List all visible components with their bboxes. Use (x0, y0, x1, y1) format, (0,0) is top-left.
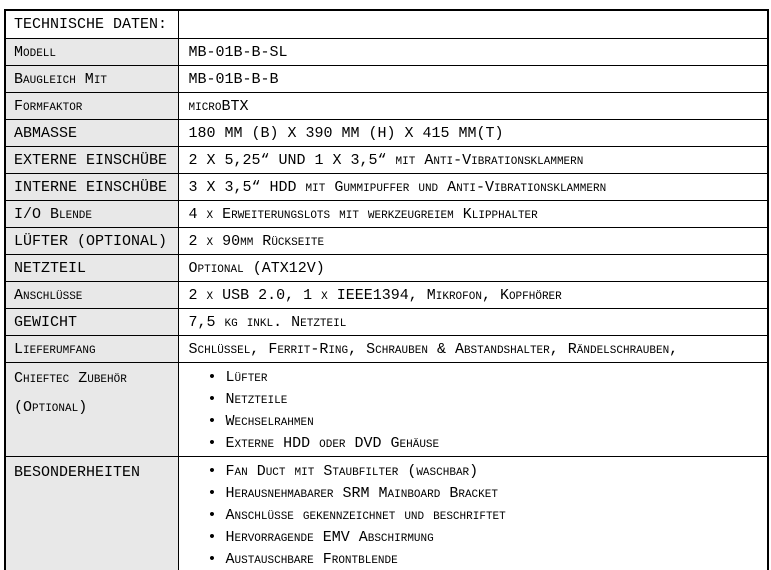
bullet-list (189, 457, 764, 570)
bullet-icon: • (207, 551, 217, 568)
row-label: I/O Blende (5, 201, 178, 228)
bullet-text: Hervorragende EMV Abschirmung (225, 529, 434, 546)
row-label-line1: BESONDERHEITEN (14, 464, 141, 481)
row-label-line1: Chieftec Zubehör (14, 370, 127, 387)
table-row-io-blende (5, 201, 768, 228)
list-item (208, 389, 764, 411)
row-value: 2 x USB 2.0, 1 x IEEE1394, Mikrofon, Kopfhörer (178, 282, 768, 309)
row-value: microBTX (178, 93, 768, 120)
row-label: Baugleich Mit (5, 66, 178, 93)
row-value (178, 457, 768, 570)
row-label: Anschlüsse (5, 282, 178, 309)
list-item (208, 367, 764, 389)
table-header-row (5, 10, 768, 39)
row-value: Schlüssel, Ferrit-Ring, Schrauben & Abstandshalter, Rändelschrauben, (178, 336, 768, 363)
row-label: ABMASSE (5, 120, 178, 147)
table-row-abmasse (5, 120, 768, 147)
list-item (208, 505, 764, 527)
bullet-text: Fan Duct mit Staubfilter (waschbar) (225, 463, 479, 480)
table-row-netzteil (5, 255, 768, 282)
table-row-lieferumfang (5, 336, 768, 363)
bullet-text: Wechselrahmen (225, 413, 314, 430)
bullet-text: Anschlüsse gekennzeichnet und beschriftet (225, 507, 506, 524)
table-row-besonderheiten (5, 457, 768, 570)
document-page (0, 9, 771, 570)
bullet-icon: • (207, 391, 217, 408)
table-row-modell (5, 39, 768, 66)
bullet-icon: • (207, 529, 217, 546)
bullet-icon: • (207, 435, 217, 452)
list-item (208, 527, 764, 549)
table-row-luefter (5, 228, 768, 255)
bullet-icon: • (207, 507, 217, 524)
row-value: Optional (ATX12V) (178, 255, 768, 282)
row-label: Lieferumfang (5, 336, 178, 363)
row-label: Formfaktor (5, 93, 178, 120)
bullet-icon: • (207, 413, 217, 430)
bullet-icon: • (207, 369, 217, 386)
list-item (208, 483, 764, 505)
bullet-list (189, 363, 764, 455)
row-label: LÜFTER (OPTIONAL) (5, 228, 178, 255)
row-value: MB-01B-B-SL (178, 39, 768, 66)
row-value: 3 X 3,5“ HDD mit Gummipuffer und Anti-Vibrationsklammern (178, 174, 768, 201)
table-row-anschluesse (5, 282, 768, 309)
row-value: 180 MM (B) X 390 MM (H) X 415 MM(T) (178, 120, 768, 147)
row-label-line2: (Optional) (14, 399, 88, 416)
list-item (208, 461, 764, 483)
bullet-text: Austauschbare Frontblende (225, 551, 398, 568)
table-header-empty-cell (178, 10, 768, 39)
table-row-interne-einschuebe (5, 174, 768, 201)
table-row-chieftec-zubehoer (5, 363, 768, 457)
row-value (178, 363, 768, 457)
row-label: Modell (5, 39, 178, 66)
bullet-icon: • (207, 463, 217, 480)
row-value: 2 X 5,25“ UND 1 X 3,5“ mit Anti-Vibrationsklammern (178, 147, 768, 174)
bullet-text: Externe HDD oder DVD Gehäuse (225, 435, 440, 452)
bullet-text: Netzteile (225, 391, 288, 408)
row-value: 4 x Erweiterungslots mit werkzeugreiem Klipphalter (178, 201, 768, 228)
row-label: NETZTEIL (5, 255, 178, 282)
bullet-text: Herausnehmabarer SRM Mainboard Bracket (225, 485, 498, 502)
row-value: 7,5 kg inkl. Netzteil (178, 309, 768, 336)
row-label: GEWICHT (5, 309, 178, 336)
row-label: INTERNE EINSCHÜBE (5, 174, 178, 201)
table-row-baugleich-mit (5, 66, 768, 93)
row-label: EXTERNE EINSCHÜBE (5, 147, 178, 174)
list-item (208, 433, 764, 455)
table-row-formfaktor (5, 93, 768, 120)
table-row-externe-einschuebe (5, 147, 768, 174)
row-value: 2 x 90mm Rückseite (178, 228, 768, 255)
row-value: MB-01B-B-B (178, 66, 768, 93)
row-label (5, 363, 178, 457)
list-item (208, 549, 764, 570)
table-title: TECHNISCHE DATEN: (5, 10, 178, 39)
bullet-text: Lüfter (225, 369, 268, 386)
bullet-icon: • (207, 485, 217, 502)
table-row-gewicht (5, 309, 768, 336)
technical-data-table (4, 9, 769, 570)
list-item (208, 411, 764, 433)
row-label (5, 457, 178, 570)
